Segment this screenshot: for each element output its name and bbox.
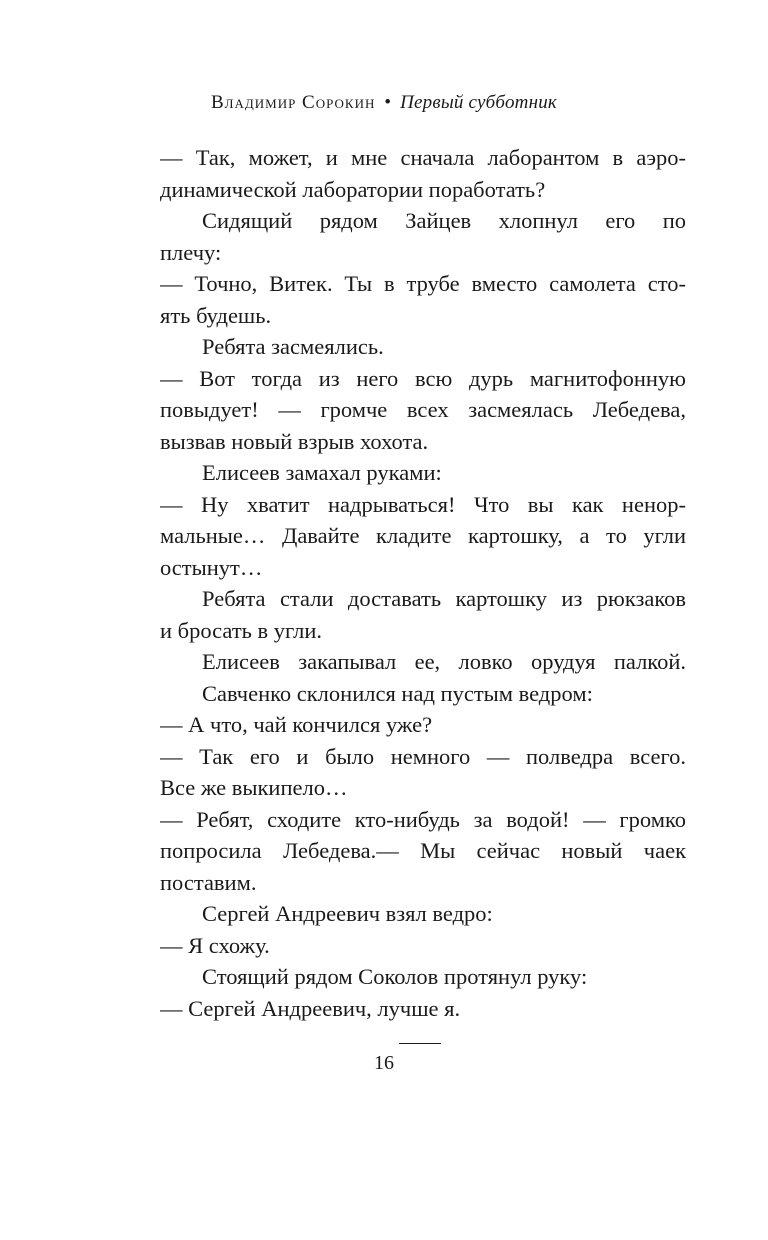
text-line: Ребята засмеялись. (202, 334, 384, 359)
text-line: Сергей Андреевич взял ведро: (202, 901, 493, 926)
text-line: повыдует! — громче всех засмеялась Лебедева, (160, 397, 686, 422)
text-line: попросила Лебедева.— Мы сейчас новый чаек (160, 838, 686, 863)
text-line: — Я схожу. (160, 932, 270, 958)
text-line: — Так, может, и мне сначала лаборантом в аэро- (160, 145, 686, 170)
text-line: Сидящий рядом Зайцев хлопнул его по (202, 208, 686, 233)
page-number: 16 (374, 1052, 394, 1074)
text-line: остынут… (160, 554, 263, 580)
text-line: — А что, чай кончился уже? (160, 712, 433, 737)
running-header (0, 92, 768, 114)
header-separator: • (384, 92, 392, 113)
text-line: — Вот тогда из него всю дурь магнитофонную (160, 365, 686, 391)
text-line: динамической лаборатории поработать? (160, 176, 546, 202)
text-line: Савченко склонился над пустым ведром: (202, 680, 593, 706)
body-text (160, 142, 686, 1024)
text-line: вызвав новый взрыв хохота. (160, 428, 429, 454)
text-line: ять будешь. (160, 302, 272, 328)
text-line: — Так его и было немного — полведра всего. (160, 743, 686, 769)
text-line: Стоящий рядом Соколов протянул руку: (202, 964, 588, 989)
text-line: — Сергей Андреевич, лучше я. (160, 995, 461, 1021)
text-line: поставим. (160, 869, 257, 895)
text-line: мальные… Давайте кладите картошку, а то угли (160, 523, 686, 548)
text-line: и бросать в угли. (160, 617, 323, 643)
text-line: Елисеев замахал руками: (202, 460, 442, 485)
text-line: Все же выкипело… (160, 775, 348, 800)
text-line: плечу: (160, 239, 222, 265)
text-line: — Точно, Витек. Ты в трубе вместо самолета сто- (160, 271, 686, 296)
text-line: — Ну хватит надрываться! Что вы как ненор- (160, 491, 686, 517)
header-work-title: Первый субботник (400, 92, 557, 113)
text-line: — Ребят, сходите кто-нибудь за водой! — громко (160, 806, 686, 832)
text-line: Елисеев закапывал ее, ловко орудуя палкой. (202, 649, 686, 674)
header-author: Владимир Сорокин (211, 92, 376, 113)
text-line: Ребята стали доставать картошку из рюкзаков (202, 586, 686, 611)
page-number-rule (399, 1043, 441, 1044)
